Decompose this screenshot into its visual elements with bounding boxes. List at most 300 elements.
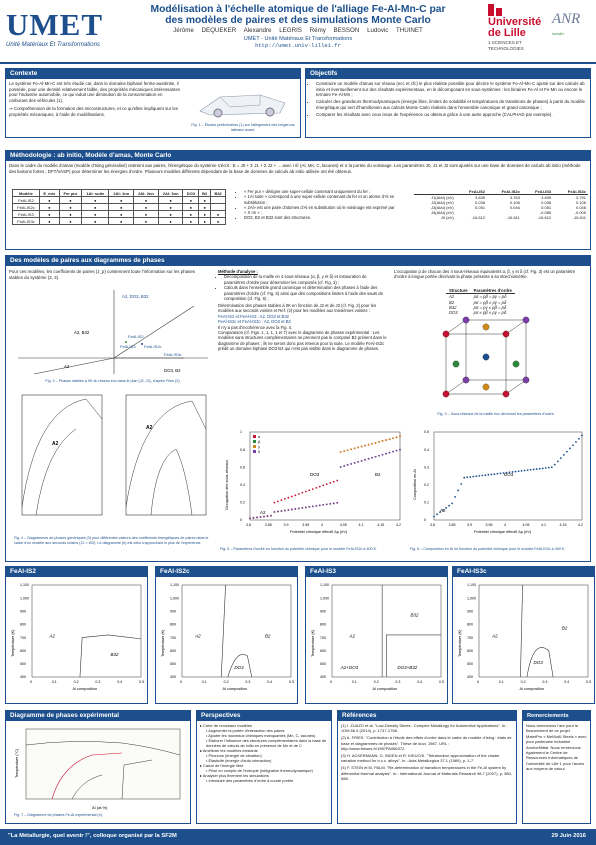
fig5-point	[350, 448, 352, 450]
method-item: • Décomposition de la maille en 4 sous-réseaux (α, β, γ et δ) et instauration de paramètres d'ordre pour déterminer les composés (cf. Fig. 3) ;	[224, 274, 388, 285]
fig6-xlabel: Potentiel chimique effectif Δμ (eV)	[474, 530, 532, 534]
diagramme-experimental-section	[5, 710, 191, 824]
fig5-point	[399, 436, 401, 438]
fig5-legend-swatch	[253, 450, 256, 453]
fig2-stability-plane	[14, 286, 212, 378]
model-table-header: 1Al: suite	[82, 190, 109, 197]
phase-panel	[155, 566, 298, 704]
fig5-ytick: 0.6	[240, 465, 245, 470]
modeles-heading: Des modèles de paires aux diagrammes de phases	[6, 256, 590, 266]
fig5-xtick: 4.2	[396, 523, 401, 527]
phase-xtick: 0.1	[498, 680, 504, 684]
phase-ytick: 900	[170, 609, 176, 614]
phase-ytick: 700	[170, 635, 176, 640]
model-table-header: 2Al: 3nn	[158, 190, 183, 197]
lattice-atom	[453, 361, 459, 367]
fig6-point	[494, 473, 496, 475]
fig6-xtick: 3.85	[448, 523, 456, 527]
energy-table-cell: 0.106	[575, 200, 586, 205]
fig5-point	[378, 441, 380, 443]
fig7-caption: Fig. 7 – Diagramme de phases Fe-Al expérimental (4).	[14, 813, 103, 817]
fig5-point	[385, 439, 387, 441]
fig6-point	[536, 468, 538, 470]
phase-xtick: 0.1	[51, 680, 57, 684]
phase-diagram-chart	[455, 579, 594, 703]
fig5-point	[343, 465, 345, 467]
fig5-point	[361, 460, 363, 462]
model-table-cell: ●	[158, 204, 183, 211]
phase-panel-title: FeAl-IS3	[306, 567, 447, 577]
methodologie-text: Dans le cadre du modèle d'amas (modèle d'Ising généralisé) restreint aux paires, l'énergétique du système s'écrit : E = J0 + Σ J1 + Σ J2 + ... avec i ∈ {Al, Mn, C, lacunes} et σ la portée du voisinage. Les paramètres J0, J1 et J2 sont ajustés sur une base de données de calculs ab initio (méthode des liaisons fortes ; DFT/VASP) pour déterminer les énergies d'ordre. Plusieurs modèles différents dépendant de la base de données de calculs ab initio utilisée ont été obtenus.	[9, 163, 581, 174]
fig5-point	[319, 486, 321, 488]
phase-xtick: 0.4	[564, 680, 570, 684]
fig5-point	[371, 443, 373, 445]
fig5-point	[260, 516, 262, 518]
fig6-point	[539, 468, 541, 470]
fig6-ytick: 0.1	[424, 500, 429, 505]
phase-xtick: 0.5	[439, 680, 444, 684]
lattice-atom	[483, 384, 489, 390]
phase-region-label: DO3	[234, 665, 244, 671]
fig5-point	[274, 502, 276, 504]
fig5-point	[277, 511, 279, 513]
fig6-point	[460, 483, 462, 485]
phase-xtick: 0.5	[586, 680, 591, 684]
fig5-point	[305, 507, 307, 509]
fig5-point	[287, 509, 289, 511]
fig6-point	[566, 451, 568, 453]
fig5-point	[368, 458, 370, 460]
fig5-legend-label: γ	[258, 445, 260, 449]
model-table-cell: ●	[39, 211, 59, 218]
phase-ytick: 900	[467, 609, 473, 614]
model-table-cell: FeAl-IS3c	[13, 218, 40, 225]
phase-ytick: 800	[20, 622, 26, 627]
phase-ytick: 400	[467, 675, 473, 680]
phase-boundary	[387, 635, 442, 677]
phase-ytick: 1,000	[320, 596, 329, 601]
poster-footer	[0, 829, 596, 845]
phase-diagram-chart	[308, 579, 447, 703]
remerciements-section	[522, 710, 591, 824]
phase-region-label: B32	[410, 612, 419, 618]
fig6-ytick: 0.4	[424, 447, 429, 452]
fig5-xtick: 3.9	[283, 523, 289, 527]
fig5-point	[301, 507, 303, 509]
fig5-point	[312, 488, 314, 490]
phase-region-label: DO3+B32	[397, 665, 418, 671]
model-table-cell: FeAl-IS2c	[13, 204, 40, 211]
fig5-point	[399, 449, 401, 451]
phase-xtick: 0.2	[373, 680, 379, 684]
energy-table-cell: 0.046	[509, 205, 520, 210]
modeles-intro: Pour ces modèles, les coefficients de paires (J_p) contiennent toute l'information sur les phases stables du système (2, 3).	[9, 269, 195, 280]
fig6-point	[454, 496, 456, 498]
phase-ytick: 500	[170, 662, 176, 667]
reference-item: (4) F. STEIN et M. PALM. "Re-determination of transition temperatures in the Fe-Al system by differential thermal analysis". In : International Journal of Materials Research 98.7 (2007), p. 580-588.	[341, 765, 513, 781]
model-table-cell: ●	[199, 211, 211, 218]
model-table-cell: ●	[39, 204, 59, 211]
phase-region-label: B2	[561, 625, 568, 631]
fig3-caption: Fig. 3 – Sous-réseaux de la maille ecc décrivant les paramètres d'ordre.	[437, 412, 555, 416]
model-table-cell: ●	[211, 211, 226, 218]
model-table-row	[13, 204, 226, 211]
fig6-point	[497, 473, 499, 475]
fig5-point	[385, 453, 387, 455]
fig4b-label: A2	[146, 425, 153, 431]
model-table-cell: ●	[134, 197, 159, 204]
fig5-point	[322, 485, 324, 487]
model-table-row	[13, 197, 226, 204]
energy-table-cell: 0.051	[475, 205, 486, 210]
model-table-cell: ●	[134, 218, 159, 225]
fig5-region-label: DO3	[310, 472, 320, 477]
fig5-point	[340, 466, 342, 468]
university-sub: 1 SCIENCES ET TECHNOLOGIES	[488, 40, 524, 51]
fig6-point	[472, 476, 474, 478]
author: Alexandre LEGRIS	[243, 27, 302, 34]
umet-logo	[6, 6, 114, 58]
fig6-point	[581, 435, 583, 437]
model-table-header: Fer pur	[59, 190, 81, 197]
fig5-point	[284, 498, 286, 500]
methodologie-bullet: • « 2Al» est une paire d'atomes d'Al en substitution où le voisinage est exprimé par « X nn » ;	[244, 205, 398, 216]
phase-xtick: 0.3	[245, 680, 251, 684]
phase-xtick: 0.3	[95, 680, 101, 684]
perspective-item: Calcul de l'énergie libre	[203, 763, 244, 768]
fig5-point	[274, 511, 276, 513]
energy-table-cell: -16.612	[537, 215, 552, 220]
fig4-generic-diagrams	[16, 389, 212, 529]
method-comparison: Comparaison (cf. Figs. 1, 1, 1, 1 et 7) avec le diagramme de phases expérimental : Les modèles sans structures complémentaires ne prennent pas le composé B2 présent dans le diagramme de phases ; ils ne seront donc pas retenus pour la suite. Le modèle FeAl-IS2c prédit un domaine biphasé DO3 B2 qui n'est pas visible dans le diagramme de phases.	[218, 329, 387, 352]
phase-xtick: 0.2	[73, 680, 79, 684]
method-analysis	[218, 269, 388, 352]
objectifs-heading: Objectifs	[306, 69, 590, 79]
methodologie-section	[5, 150, 591, 250]
model-table-row	[13, 218, 226, 225]
methodologie-bullets	[238, 189, 398, 221]
fig5-ytick: 0.8	[240, 447, 245, 452]
phase-xtick: 0.2	[520, 680, 526, 684]
phase-ytick: 1,000	[467, 596, 476, 601]
fig6-point	[563, 454, 565, 456]
university-name: Université de Lille	[488, 16, 542, 40]
references-heading: Références	[338, 711, 516, 721]
lattice-atom	[483, 354, 489, 360]
phase-ylabel: Température (K)	[11, 629, 15, 657]
phase-diagram-chart	[158, 579, 297, 703]
model-table-cell: ●	[183, 211, 199, 218]
model-table-header: Modèle	[13, 190, 40, 197]
fig5-point	[294, 508, 296, 510]
model-table-cell: ●	[199, 204, 211, 211]
fig4-caption: Fig. 4 – Diagrammes de phases génériques (3) pour différentes valeurs des coefficients énergétiques de paires dans le cadre d'un modèle aux seconds voisins (J2 = W2). Le diagramme (b) est celui s'approchant le plus de l'expérience.	[14, 536, 209, 545]
fig5-point	[298, 508, 300, 510]
energy-table-cell: -16.611	[506, 215, 520, 220]
fig5-point	[389, 438, 391, 440]
fig5-point	[378, 455, 380, 457]
energy-table-cell: 0.046	[575, 205, 586, 210]
fig6-ytick: 0	[424, 518, 426, 523]
fig6-point	[451, 502, 453, 504]
model-table-cell: ●	[158, 211, 183, 218]
fig5-point	[315, 487, 317, 489]
phase-ytick: 500	[320, 662, 326, 667]
fig5-xtick: 3.85	[264, 523, 272, 527]
phase-xtick: 0.5	[139, 680, 144, 684]
perspectives-section: Perspectives ▸ Créer de nouveaux modèles • Augmenter la portée d'interaction des paires • Ajouter les nouveaux chimiques manquantes (Mn, C, lacunes) • Élaborer l'influence des structures complémentaires dans la base de données de calculs ab initio en présence de Mn et de C ▸ Améliorer les modèles existants • Phonons (énergie de vibration) • Élasticité (énergie d'auto-interaction) ▸ Calcul de l'énergie libre • Prise en compte de l'entropie (intégration thermodynamique) ▸ Analyser plus finement les simulations • Introduire des paramètres d'ordre à courte portée	[196, 710, 332, 824]
contexte-heading: Contexte	[6, 69, 300, 79]
phase-ytick: 1,000	[20, 596, 29, 601]
fig5-point	[375, 442, 377, 444]
fig6-xtick: 4	[504, 523, 506, 527]
model-table-cell: FeAl-IS3	[13, 211, 40, 218]
fig5-point	[253, 517, 255, 519]
fig6-point	[521, 470, 523, 472]
fig6-caption: Fig. 6 – Composition en Al en fonction du potentiel chimique pour le modèle FeAl-IS2c à 400 K.	[410, 547, 566, 551]
model-table-cell: ●	[59, 211, 81, 218]
phase-ytick: 700	[20, 635, 26, 640]
fig6-point	[530, 469, 532, 471]
fig5-point	[287, 497, 289, 499]
fig5-point	[392, 437, 394, 439]
author: Rémy BESSON	[309, 27, 360, 34]
model-table-cell: ●	[39, 218, 59, 225]
structure-cell: pα ≠ pβ ≠ pγ = pδ	[473, 310, 507, 315]
model-table-header: 2Al: 1nn	[109, 190, 134, 197]
perspective-subitem: Augmenter la portée d'interaction des paires	[208, 728, 285, 733]
objectif-item: • Comparer les résultats avec ceux issus de l'expérience ou obtenus grâce à une autre approche (CALPHAD par exemple).	[316, 112, 587, 118]
fig5-point	[294, 494, 296, 496]
fig6-ytick: 0.2	[424, 483, 429, 487]
fig6-point	[569, 448, 571, 450]
methodologie-bullet: • DO3, B2 et B32 sont des structures.	[244, 215, 398, 220]
fig6-point	[548, 467, 550, 469]
phase-ytick: 900	[20, 609, 26, 614]
phase-xlabel: Al composition	[222, 687, 248, 691]
fig6-point	[515, 471, 517, 473]
contexte-section	[5, 68, 301, 138]
model-table-header: E_mix	[39, 190, 59, 197]
fig6-point	[469, 476, 471, 478]
fig5-ytick: 0.2	[240, 500, 245, 505]
fig5-point	[249, 517, 251, 519]
fig5-point	[392, 451, 394, 453]
fig5-point	[357, 447, 359, 449]
fig7-xlabel: Al (at.%)	[92, 805, 108, 810]
model-table-cell: ●	[109, 204, 134, 211]
fig5-point	[396, 450, 398, 452]
university-logo	[488, 4, 548, 60]
fig5-point	[308, 506, 310, 508]
fig6-point	[433, 516, 435, 518]
fig5-point	[329, 503, 331, 505]
fig2-model-label: FeAl-IS3	[120, 344, 136, 349]
phase-region-label: A2	[349, 633, 355, 639]
fig6-point	[500, 472, 502, 474]
fig5-point	[347, 449, 349, 451]
fig5-point	[340, 451, 342, 453]
phase-region-label: A2+DO3	[340, 665, 359, 671]
fig5-xtick: 3.8	[246, 523, 251, 527]
model-table-cell: ●	[109, 197, 134, 204]
fig5-point	[326, 503, 328, 505]
fig5-point	[301, 492, 303, 494]
fig5-legend-label: δ	[258, 450, 261, 454]
fig6-point	[551, 466, 553, 468]
fig5-point	[364, 459, 366, 461]
fig6-xtick: 4.05	[522, 523, 530, 527]
phase-region-label: A2	[49, 633, 55, 639]
fig6-point	[457, 490, 459, 492]
energy-table-cell: 3.763	[509, 195, 520, 200]
fig5-point	[357, 461, 359, 463]
phase-ytick: 800	[170, 622, 176, 627]
model-table-header: 2Al: 2nn	[134, 190, 159, 197]
energy-table-header: FeAl-IS2	[456, 189, 487, 195]
phase-ytick: 900	[320, 609, 326, 614]
fig5-point	[263, 516, 265, 518]
phase-region-label: DO3	[533, 659, 543, 665]
fig2-point	[141, 343, 143, 345]
energy-table-cell: 0.036	[475, 200, 486, 205]
fig6-region-label: DO3	[504, 472, 514, 477]
phase-xlabel: Al composition	[72, 687, 98, 691]
umet-logo-sub: Unité Matériaux Et Transformations	[6, 41, 100, 48]
fig6-xtick: 4.2	[578, 523, 583, 527]
fig5-point	[371, 457, 373, 459]
phase-ylabel: Température (K)	[458, 629, 462, 657]
fig5-caption: Fig. 5 – Paramètres d'ordre en fonction du potentiel chimique pour le modèle FeAl-IS2c à 400 K.	[220, 547, 378, 551]
fig5-point	[280, 510, 282, 512]
fig5-region-label: A2	[260, 510, 266, 515]
fig5-point	[256, 517, 258, 519]
phase-region-label: B2	[264, 633, 271, 639]
energy-table-cell: 0.051	[541, 205, 552, 210]
phase-ylabel: Température (K)	[161, 629, 165, 657]
phase-xtick: 0	[30, 680, 32, 684]
method-title: Méthode d'analyse :	[218, 269, 258, 274]
fig6-ytick: 0.3	[424, 465, 429, 470]
energy-table-cell: -16.612	[471, 215, 486, 220]
fig5-ytick: 1	[240, 430, 242, 435]
fig5-point	[389, 452, 391, 454]
phase-region-label: A2	[195, 633, 201, 639]
contexte-conclusion: ⇒ Compréhension de la formation des microstructures, et ce qu'elles impliquent sur les propriétés mécaniques, à l'aide de modélisations.	[9, 105, 178, 117]
remerciements-text: Nous remercions l'anr pour le financement de ce projet MatetPro « MeMoAl Steels » avec pour partenaire industriel ArcelorMittal. Nous remercions également le Centre de Ressources Informatiques de l'université de Lille 1 pour l'accès aux moyens de calcul.	[526, 723, 587, 772]
structure-cell: DO3	[449, 310, 458, 315]
phase-panel	[5, 566, 148, 704]
phase-xtick: 0.3	[395, 680, 401, 684]
method-models-line: FeAl-IS2c et FeAl-IS3c : A2, DO3 et B2	[218, 319, 291, 325]
fig5-legend-swatch	[253, 440, 256, 443]
fig6-ytick: 0.5	[424, 430, 429, 435]
metafer-logo-text: metafer	[552, 30, 565, 36]
method-item: • Calculs dans l'ensemble grand canonique et détermination des phases à l'aide des paramètres d'ordre (cf. Fig. 5) ainsi que des compositions limites à l'aide des sauts de composition (cf. Fig. 6) ;	[224, 285, 388, 301]
phase-ytick: 1,100	[20, 583, 29, 588]
phase-xlabel: Al composition	[372, 687, 398, 691]
phase-panel-title: FeAl-IS3c	[453, 567, 594, 577]
phase-ytick: 1,100	[170, 583, 179, 588]
perspective-subitem: Élasticité (énergie d'auto-interaction)	[208, 758, 272, 763]
fig6-xtick: 4.15	[559, 523, 567, 527]
model-table-cell: ●	[183, 197, 199, 204]
phase-xtick: 0.5	[289, 680, 294, 684]
model-table-cell: ●	[59, 197, 81, 204]
fig5-legend-swatch	[253, 435, 256, 438]
fig2-caption: Fig. 2 – Phases stables à 0K du réseau ecc dans le plan (J2, J3), d'après Fries (2).	[45, 379, 181, 383]
phase-ytick: 800	[467, 622, 473, 627]
fig5-point	[333, 502, 335, 504]
fig5-point	[382, 454, 384, 456]
fig5-point	[364, 445, 366, 447]
fig5-xlabel: Potentiel chimique effectif Δμ (eV)	[290, 530, 348, 534]
model-table-cell: ●	[211, 218, 226, 225]
perspective-subitem: Phonons (énergie de vibration)	[208, 753, 262, 758]
title-line-2: des modèles de paires et des simulations Monte Carlo	[165, 15, 431, 27]
fig5-point	[368, 444, 370, 446]
fig5-point	[350, 463, 352, 465]
structure-header: Paramètres d'ordre	[471, 288, 515, 294]
fig6-point	[484, 474, 486, 476]
energy-table-cell: -0.085	[539, 210, 552, 215]
phase-ytick: 400	[320, 675, 326, 680]
model-table-cell: ●	[199, 197, 211, 204]
energy-table-cell: 3.791	[575, 195, 586, 200]
model-table-header: DO3	[183, 190, 199, 197]
fig2-label: A2, DO3, B32	[122, 294, 149, 299]
fig5-point	[354, 447, 356, 449]
phase-xtick: 0.4	[117, 680, 123, 684]
fig5-legend-label: β	[258, 440, 261, 444]
lab-name: UMET - Unité Matériaux Et Transformations	[243, 36, 353, 42]
fig5-xtick: 4.1	[358, 523, 364, 527]
fig6-point	[463, 477, 465, 479]
fig6-point	[481, 475, 483, 477]
structure-header: Structure	[446, 288, 471, 294]
lattice-atom	[513, 361, 519, 367]
fig2-model-label: FeAl-IS2	[128, 334, 144, 339]
model-table-cell: ●	[158, 218, 183, 225]
lattice-atom	[503, 331, 509, 337]
phase-diagram-chart	[8, 579, 147, 703]
fig6-ylabel: Composition en Al	[413, 469, 417, 500]
fig5-xtick: 4.15	[377, 523, 385, 527]
methodologie-bullet: • « 1Al suite » correspond à une super-cellule contenant du fer et un atome d'Al en substitution ;	[244, 194, 398, 205]
anr-logo-text: ANR	[552, 11, 581, 27]
contexte-paragraph: Le système Fe-Al-Mn-C est très étudié car, dans le domaine biphasé ferrite-austénite, il possède, pour une densité relativement faible, des propriétés mécaniques intéressantes pour l'industrie automobile, ce qui induit une diminution de la consommation en carburant des véhicules (1).	[9, 81, 181, 104]
energy-table-row	[414, 215, 588, 220]
fig6-point	[575, 441, 577, 443]
lattice-atom	[523, 377, 529, 383]
energy-table-cell: J1(AlAl) (eV)	[431, 195, 454, 200]
footer-date: 29 Juin 2016	[551, 833, 586, 839]
fig5-point	[319, 504, 321, 506]
model-table-cell: FeAl-IS2	[13, 197, 40, 204]
lattice-atom	[483, 324, 489, 330]
fig6-point	[466, 476, 468, 478]
perspective-item: Créer de nouveaux modèles	[203, 723, 252, 728]
model-table-cell: ●	[82, 197, 109, 204]
phase-xtick: 0.2	[223, 680, 229, 684]
fig2-label: DO3, B2	[164, 368, 181, 373]
phase-boundary	[520, 585, 522, 677]
fig2-model-label: FeAl-IS2c	[144, 344, 162, 349]
model-table-cell: ●	[183, 218, 199, 225]
lab-url[interactable]: http://umet.univ-lille1.fr	[255, 42, 341, 49]
title-line-1: Modélisation à l'échelle atomique de l'alliage Fe-Al-Mn-C par	[150, 4, 446, 15]
fig5-xtick: 4.05	[339, 523, 347, 527]
